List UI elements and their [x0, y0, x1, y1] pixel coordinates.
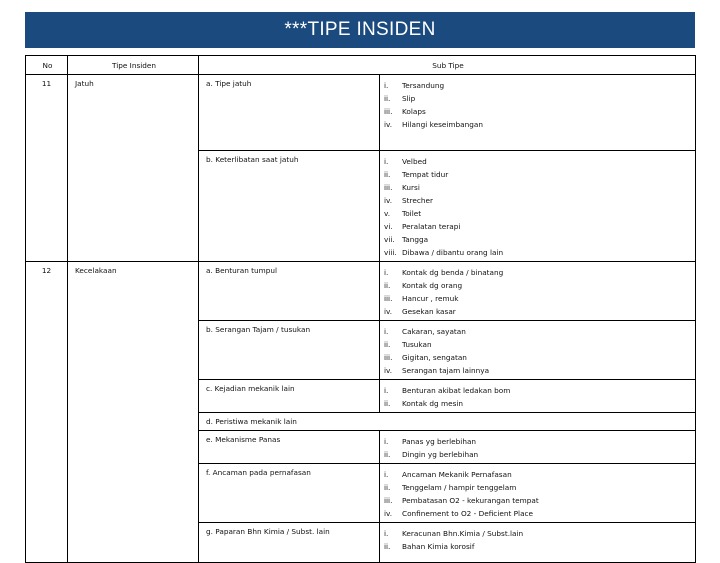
list-item: iv. Confinement to O2 - Deficient Place [384, 509, 534, 518]
list-item: viii. Dibawa / dibantu orang lain [384, 248, 504, 257]
list-item: iv. Hilangi keseimbangan [384, 120, 483, 129]
subtype-label: b. Serangan Tajam / tusukan [199, 321, 380, 380]
subtype-label: b. Keterlibatan saat jatuh [199, 151, 380, 262]
list-item: ii. Tenggelam / hampir tenggelam [384, 483, 517, 492]
list-item: iv. Strecher [384, 196, 433, 205]
list-item: iv. Gesekan kasar [384, 307, 456, 316]
header-tipe-insiden: Tipe Insiden [68, 56, 199, 75]
subtype-label: c. Kejadian mekanik lain [199, 380, 380, 413]
list-item: i. Tersandung [384, 81, 445, 90]
list-item: i. Velbed [384, 157, 427, 166]
table-row [26, 262, 696, 321]
row-tipe: Kecelakaan [68, 262, 199, 563]
list-item: i. Keracunan Bhn.Kimia / Subst.lain [384, 529, 524, 538]
list-item: iv. Serangan tajam lainnya [384, 366, 490, 375]
subtype-items [380, 523, 696, 563]
list-item: iii. Gigitan, sengatan [384, 353, 467, 362]
list-item: ii. Dingin yg berlebihan [384, 450, 479, 459]
list-item: i. Kontak dg benda / binatang [384, 268, 504, 277]
list-item: ii. Tempat tidur [384, 170, 449, 179]
header-sub-tipe: Sub Tipe [199, 56, 696, 75]
subtype-items [380, 75, 696, 151]
header-no: No [26, 56, 68, 75]
subtype-items [380, 321, 696, 380]
list-item: v. Toilet [384, 209, 422, 218]
list-item: iii. Kursi [384, 183, 420, 192]
row-no: 12 [26, 262, 68, 563]
subtype-label: f. Ancaman pada pernafasan [199, 464, 380, 523]
list-item: iii. Hancur , remuk [384, 294, 459, 303]
list-item: ii. Bahan Kimia korosif [384, 542, 475, 551]
subtype-label: a. Benturan tumpul [199, 262, 380, 321]
subtype-label: a. Tipe jatuh [199, 75, 380, 151]
subtype-label: d. Peristiwa mekanik lain [199, 413, 696, 431]
row-no: 11 [26, 75, 68, 262]
list-item: ii. Kontak dg orang [384, 281, 463, 290]
list-item: ii. Slip [384, 94, 416, 103]
list-item: vi. Peralatan terapi [384, 222, 461, 231]
title-bar [25, 12, 695, 48]
subtype-items [380, 431, 696, 464]
subtype-items [380, 262, 696, 321]
table-header-row [26, 56, 696, 75]
row-tipe: Jatuh [68, 75, 199, 262]
subtype-items [380, 464, 696, 523]
list-item: i. Panas yg berlebihan [384, 437, 477, 446]
table-row [26, 75, 696, 151]
subtype-label: e. Mekanisme Panas [199, 431, 380, 464]
list-item: iii. Pembatasan O2 - kekurangan tempat [384, 496, 539, 505]
list-item: ii. Tusukan [384, 340, 432, 349]
subtype-items [380, 380, 696, 413]
list-item: ii. Kontak dg mesin [384, 399, 464, 408]
subtype-label: g. Paparan Bhn Kimia / Subst. lain [199, 523, 380, 563]
list-item: i. Cakaran, sayatan [384, 327, 466, 336]
subtype-items [380, 151, 696, 262]
list-item: i. Benturan akibat ledakan bom [384, 386, 511, 395]
page-title: ***TIPE INSIDEN [284, 19, 436, 40]
incident-type-table [25, 55, 696, 563]
list-item: i. Ancaman Mekanik Pernafasan [384, 470, 512, 479]
list-item: vii. Tangga [384, 235, 429, 244]
list-item: iii. Kolaps [384, 107, 426, 116]
